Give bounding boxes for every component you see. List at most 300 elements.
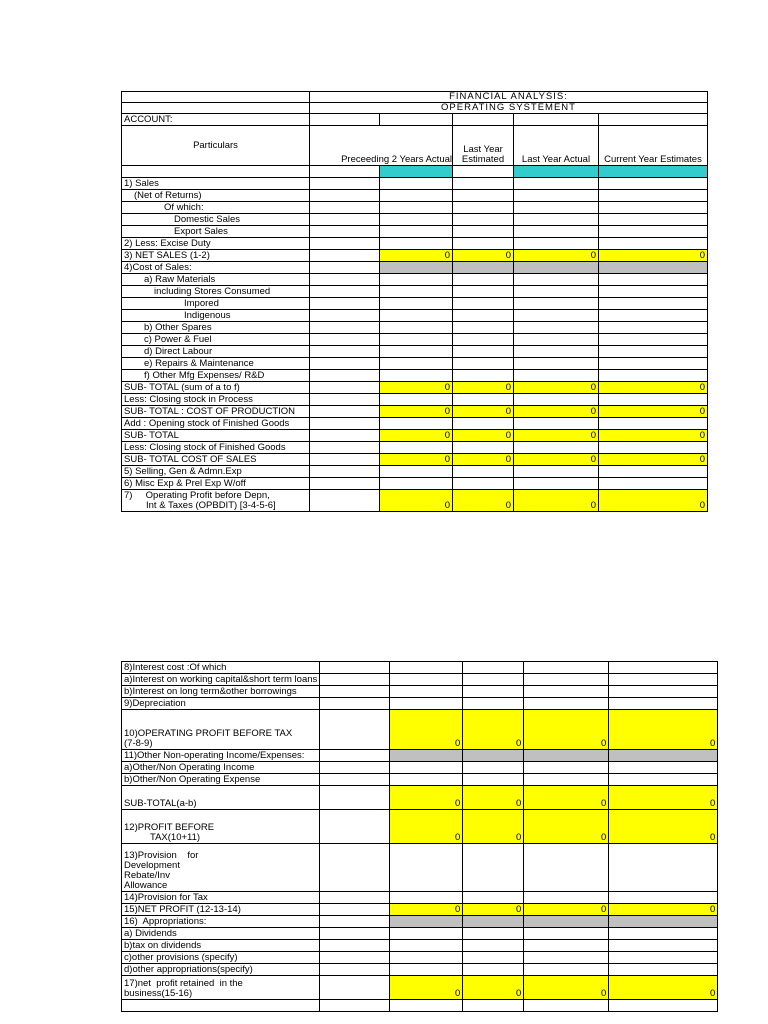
blank-cell[interactable] (310, 166, 380, 178)
value-cell[interactable] (463, 774, 524, 786)
value-cell[interactable]: 0 (599, 382, 708, 394)
value-cell[interactable] (514, 238, 599, 250)
blank-cell[interactable] (310, 238, 380, 250)
value-cell[interactable] (609, 1000, 718, 1012)
table-row (122, 952, 718, 964)
blank-cell[interactable] (320, 892, 390, 904)
value-cell[interactable] (453, 310, 514, 322)
value-cell[interactable] (524, 774, 609, 786)
blank-cell[interactable] (453, 114, 514, 126)
table-row (122, 904, 718, 916)
blank-cell[interactable] (320, 698, 390, 710)
value-cell[interactable]: 0 (609, 976, 718, 1000)
blank-cell[interactable] (320, 904, 390, 916)
value-cell[interactable] (390, 686, 463, 698)
blank-cell[interactable] (310, 310, 380, 322)
row-label-9-depreciation: 9)Depreciation (122, 698, 320, 710)
value-cell[interactable] (380, 238, 453, 250)
value-cell[interactable] (599, 238, 708, 250)
row-label-operating-profit: 7) Operating Profit before Depn, Int & Taxes (OPBDIT) [3-4-5-6] (122, 490, 310, 512)
table-row (122, 762, 718, 774)
value-cell[interactable] (599, 442, 708, 454)
col-current-year-header: Current Year Estimates (599, 126, 708, 166)
value-cell[interactable]: 0 (514, 382, 599, 394)
value-cell[interactable] (514, 442, 599, 454)
value-cell[interactable] (514, 262, 599, 274)
value-cell[interactable]: 0 (599, 250, 708, 262)
value-cell[interactable] (453, 418, 514, 430)
value-cell[interactable] (390, 928, 463, 940)
value-cell[interactable] (609, 916, 718, 928)
row-label-a-interest-on-working-capital-short-term: a)Interest on working capital&short term loans (122, 674, 320, 686)
value-cell[interactable]: 0 (609, 810, 718, 844)
value-cell[interactable] (453, 442, 514, 454)
row-label-5-selling-gen-admn-exp: 5) Selling, Gen & Admn.Exp (122, 466, 310, 478)
value-cell[interactable] (609, 892, 718, 904)
value-cell[interactable] (524, 1000, 609, 1012)
value-cell[interactable]: 0 (380, 430, 453, 442)
blank-cell[interactable] (320, 916, 390, 928)
title-row (122, 92, 708, 103)
value-cell[interactable] (599, 286, 708, 298)
value-cell[interactable] (514, 226, 599, 238)
table-row (122, 370, 708, 382)
value-cell[interactable] (453, 190, 514, 202)
blank-cell[interactable] (310, 442, 380, 454)
value-cell[interactable] (599, 322, 708, 334)
value-cell[interactable]: 0 (463, 904, 524, 916)
value-cell[interactable]: 0 (463, 710, 524, 750)
value-cell[interactable] (599, 178, 708, 190)
blank-cell[interactable] (320, 774, 390, 786)
blank-cell[interactable] (122, 166, 310, 178)
value-cell[interactable] (609, 774, 718, 786)
header-color-row (122, 166, 708, 178)
blank-cell[interactable] (514, 114, 599, 126)
value-cell[interactable]: 0 (380, 490, 453, 512)
teal-cell[interactable] (599, 166, 708, 178)
value-cell[interactable] (514, 418, 599, 430)
value-cell[interactable] (524, 844, 609, 892)
row-label-sub-total: SUB- TOTAL (122, 430, 310, 442)
value-cell[interactable] (524, 916, 609, 928)
value-cell[interactable]: 0 (453, 250, 514, 262)
column-header-row (122, 126, 708, 166)
value-cell[interactable]: 0 (390, 786, 463, 810)
value-cell[interactable] (463, 844, 524, 892)
blank-cell[interactable] (310, 466, 380, 478)
value-cell[interactable]: 0 (524, 710, 609, 750)
row-label-impored: Impored (122, 298, 310, 310)
value-cell[interactable] (380, 190, 453, 202)
row-label-e-repairs-maintenance: e) Repairs & Maintenance (122, 358, 310, 370)
teal-cell[interactable] (380, 166, 453, 178)
value-cell[interactable]: 0 (524, 786, 609, 810)
value-cell[interactable] (463, 916, 524, 928)
value-cell[interactable] (380, 202, 453, 214)
blank-cell[interactable] (310, 406, 380, 418)
blank-cell[interactable] (310, 298, 380, 310)
value-cell[interactable] (380, 286, 453, 298)
value-cell[interactable] (463, 952, 524, 964)
table-row (122, 430, 708, 442)
value-cell[interactable] (599, 298, 708, 310)
row-label-3-net-sales-1-2: 3) NET SALES (1-2) (122, 250, 310, 262)
blank-cell[interactable] (320, 844, 390, 892)
row-label-c-other-provisions-specify: c)other provisions (specify) (122, 952, 320, 964)
value-cell[interactable] (514, 214, 599, 226)
value-cell[interactable]: 0 (514, 454, 599, 466)
value-cell[interactable] (463, 698, 524, 710)
value-cell[interactable]: 0 (380, 406, 453, 418)
sheet-subtitle: OPERATING SYSTEMENT (310, 103, 708, 114)
value-cell[interactable] (390, 674, 463, 686)
value-cell[interactable]: 0 (453, 454, 514, 466)
value-cell[interactable]: 0 (463, 786, 524, 810)
blank-cell[interactable] (599, 114, 708, 126)
blank-cell[interactable] (310, 478, 380, 490)
table-row (122, 310, 708, 322)
blank-cell[interactable] (310, 334, 380, 346)
value-cell[interactable] (524, 662, 609, 674)
blank-cell[interactable] (310, 226, 380, 238)
value-cell[interactable] (463, 940, 524, 952)
value-cell[interactable] (599, 346, 708, 358)
value-cell[interactable] (390, 916, 463, 928)
value-cell[interactable]: 0 (514, 490, 599, 512)
value-cell[interactable]: 0 (380, 382, 453, 394)
value-cell[interactable] (453, 226, 514, 238)
blank-cell[interactable] (320, 928, 390, 940)
value-cell[interactable] (380, 478, 453, 490)
row-label-add-opening-stock-of-finished-goods: Add : Opening stock of Finished Goods (122, 418, 310, 430)
value-cell[interactable] (609, 964, 718, 976)
value-cell[interactable] (514, 178, 599, 190)
value-cell[interactable] (463, 750, 524, 762)
value-cell[interactable] (609, 762, 718, 774)
value-cell[interactable]: 0 (609, 904, 718, 916)
value-cell[interactable] (390, 774, 463, 786)
value-cell[interactable] (599, 310, 708, 322)
blank-cell[interactable] (310, 430, 380, 442)
value-cell[interactable] (599, 202, 708, 214)
blank-cell[interactable] (310, 214, 380, 226)
value-cell[interactable]: 0 (524, 904, 609, 916)
value-cell[interactable] (524, 928, 609, 940)
blank-cell[interactable] (310, 250, 380, 262)
operating-statement-table-top (121, 91, 708, 512)
value-cell[interactable] (453, 370, 514, 382)
table-row (122, 1000, 718, 1012)
value-cell[interactable] (380, 178, 453, 190)
value-cell[interactable] (390, 662, 463, 674)
col-last-year-actual-header: Last Year Actual (514, 126, 599, 166)
account-label: ACCOUNT: (122, 114, 310, 126)
table-row (122, 202, 708, 214)
value-cell[interactable]: 0 (599, 406, 708, 418)
value-cell[interactable] (463, 686, 524, 698)
value-cell[interactable] (524, 674, 609, 686)
table-row (122, 466, 708, 478)
value-cell[interactable] (453, 466, 514, 478)
value-cell[interactable]: 0 (599, 430, 708, 442)
value-cell[interactable] (453, 346, 514, 358)
value-cell[interactable] (380, 262, 453, 274)
blank-cell[interactable] (320, 976, 390, 1000)
value-cell[interactable]: 0 (463, 810, 524, 844)
value-cell[interactable] (514, 274, 599, 286)
blank-cell[interactable] (310, 490, 380, 512)
table-row (122, 916, 718, 928)
blank-cell[interactable] (310, 262, 380, 274)
value-cell[interactable] (524, 698, 609, 710)
value-cell[interactable] (453, 322, 514, 334)
value-cell[interactable] (514, 358, 599, 370)
value-cell[interactable] (609, 928, 718, 940)
table-row (122, 710, 718, 750)
blank-cell[interactable] (122, 1000, 320, 1012)
value-cell[interactable] (380, 346, 453, 358)
value-cell[interactable] (380, 466, 453, 478)
row-label-less-closing-stock-in-process: Less: Closing stock in Process (122, 394, 310, 406)
value-cell[interactable] (380, 310, 453, 322)
value-cell[interactable] (380, 358, 453, 370)
value-cell[interactable] (453, 274, 514, 286)
blank-cell[interactable] (122, 92, 310, 103)
row-label-a-other-non-operating-income: a)Other/Non Operating Income (122, 762, 320, 774)
value-cell[interactable] (463, 674, 524, 686)
value-cell[interactable] (599, 466, 708, 478)
value-cell[interactable] (453, 394, 514, 406)
value-cell[interactable] (453, 238, 514, 250)
value-cell[interactable] (390, 952, 463, 964)
row-label-2-less-excise-duty: 2) Less: Excise Duty (122, 238, 310, 250)
row-label-b-other-non-operating-expense: b)Other/Non Operating Expense (122, 774, 320, 786)
value-cell[interactable] (599, 274, 708, 286)
value-cell[interactable] (453, 202, 514, 214)
value-cell[interactable] (453, 334, 514, 346)
value-cell[interactable]: 0 (380, 250, 453, 262)
value-cell[interactable]: 0 (453, 430, 514, 442)
value-cell[interactable] (599, 478, 708, 490)
blank-cell[interactable] (122, 103, 310, 114)
value-cell[interactable] (514, 334, 599, 346)
blank-cell[interactable] (310, 358, 380, 370)
value-cell[interactable] (524, 892, 609, 904)
blank-cell[interactable] (310, 274, 380, 286)
value-cell[interactable] (524, 940, 609, 952)
particulars-header: Particulars (122, 126, 310, 166)
blank-cell[interactable] (310, 190, 380, 202)
blank-cell[interactable] (320, 662, 390, 674)
blank-cell[interactable] (453, 166, 514, 178)
value-cell[interactable]: 0 (390, 904, 463, 916)
value-cell[interactable] (453, 358, 514, 370)
value-cell[interactable] (599, 394, 708, 406)
blank-cell[interactable] (310, 418, 380, 430)
value-cell[interactable] (380, 334, 453, 346)
value-cell[interactable]: 0 (453, 382, 514, 394)
table-row (122, 786, 718, 810)
row-label-6-misc-exp-prel-exp-w-off: 6) Misc Exp & Prel Exp W/off (122, 478, 310, 490)
value-cell[interactable]: 0 (390, 710, 463, 750)
value-cell[interactable] (453, 298, 514, 310)
value-cell[interactable] (463, 1000, 524, 1012)
value-cell[interactable] (453, 178, 514, 190)
value-cell[interactable] (599, 358, 708, 370)
value-cell[interactable] (453, 478, 514, 490)
blank-cell[interactable] (320, 952, 390, 964)
teal-cell[interactable] (514, 166, 599, 178)
value-cell[interactable] (524, 964, 609, 976)
blank-cell[interactable] (310, 370, 380, 382)
row-label-d-direct-labour: d) Direct Labour (122, 346, 310, 358)
value-cell[interactable] (514, 322, 599, 334)
value-cell[interactable]: 0 (463, 976, 524, 1000)
value-cell[interactable] (514, 346, 599, 358)
value-cell[interactable] (609, 940, 718, 952)
row-label-including-stores-consumed: including Stores Consumed (122, 286, 310, 298)
blank-cell[interactable] (310, 454, 380, 466)
value-cell[interactable] (609, 844, 718, 892)
value-cell[interactable] (380, 214, 453, 226)
value-cell[interactable] (390, 698, 463, 710)
value-cell[interactable] (599, 370, 708, 382)
value-cell[interactable] (599, 334, 708, 346)
value-cell[interactable] (609, 662, 718, 674)
row-label-16-appropriations: 16) Appropriations: (122, 916, 320, 928)
blank-cell[interactable] (320, 964, 390, 976)
blank-cell[interactable] (320, 750, 390, 762)
value-cell[interactable] (390, 940, 463, 952)
value-cell[interactable] (524, 952, 609, 964)
value-cell[interactable] (514, 394, 599, 406)
value-cell[interactable] (514, 466, 599, 478)
blank-cell[interactable] (320, 674, 390, 686)
blank-cell[interactable] (320, 810, 390, 844)
blank-cell[interactable] (320, 1000, 390, 1012)
value-cell[interactable]: 0 (514, 430, 599, 442)
value-cell[interactable] (390, 964, 463, 976)
blank-cell[interactable] (320, 762, 390, 774)
value-cell[interactable]: 0 (609, 710, 718, 750)
row-label-12-profit-before: 12)PROFIT BEFORE TAX(10+11) (122, 810, 320, 844)
value-cell[interactable] (390, 844, 463, 892)
blank-cell[interactable] (380, 114, 453, 126)
blank-cell[interactable] (320, 940, 390, 952)
table-row (122, 298, 708, 310)
value-cell[interactable]: 0 (390, 810, 463, 844)
value-cell[interactable] (599, 226, 708, 238)
value-cell[interactable] (380, 394, 453, 406)
value-cell[interactable] (453, 214, 514, 226)
value-cell[interactable]: 0 (524, 976, 609, 1000)
value-cell[interactable] (609, 750, 718, 762)
value-cell[interactable] (390, 762, 463, 774)
value-cell[interactable]: 0 (599, 454, 708, 466)
table-row (122, 442, 708, 454)
value-cell[interactable]: 0 (609, 786, 718, 810)
row-label-b-tax-on-dividends: b)tax on dividends (122, 940, 320, 952)
table-row (122, 490, 708, 512)
value-cell[interactable] (514, 202, 599, 214)
value-cell[interactable]: 0 (514, 406, 599, 418)
value-cell[interactable]: 0 (599, 490, 708, 512)
value-cell[interactable] (524, 750, 609, 762)
blank-cell[interactable] (310, 394, 380, 406)
value-cell[interactable] (380, 370, 453, 382)
blank-cell[interactable] (320, 710, 390, 750)
value-cell[interactable] (514, 478, 599, 490)
value-cell[interactable] (524, 686, 609, 698)
blank-cell[interactable] (310, 178, 380, 190)
value-cell[interactable] (599, 214, 708, 226)
value-cell[interactable] (609, 952, 718, 964)
value-cell[interactable]: 0 (514, 250, 599, 262)
value-cell[interactable] (453, 262, 514, 274)
value-cell[interactable] (609, 674, 718, 686)
blank-cell[interactable] (320, 686, 390, 698)
blank-cell[interactable] (310, 322, 380, 334)
value-cell[interactable] (390, 1000, 463, 1012)
value-cell[interactable] (524, 762, 609, 774)
value-cell[interactable] (380, 442, 453, 454)
value-cell[interactable] (390, 892, 463, 904)
blank-cell[interactable] (310, 202, 380, 214)
value-cell[interactable] (514, 190, 599, 202)
value-cell[interactable] (463, 762, 524, 774)
value-cell[interactable] (380, 322, 453, 334)
value-cell[interactable] (380, 226, 453, 238)
value-cell[interactable] (599, 418, 708, 430)
value-cell[interactable] (599, 190, 708, 202)
value-cell[interactable] (463, 662, 524, 674)
value-cell[interactable] (463, 928, 524, 940)
value-cell[interactable]: 0 (380, 454, 453, 466)
value-cell[interactable] (380, 274, 453, 286)
blank-cell[interactable] (310, 286, 380, 298)
row-label-indigenous: Indigenous (122, 310, 310, 322)
value-cell[interactable]: 0 (453, 406, 514, 418)
blank-cell[interactable] (310, 346, 380, 358)
value-cell[interactable] (463, 892, 524, 904)
value-cell[interactable] (463, 964, 524, 976)
row-label-sub-total-cost-of-sales: SUB- TOTAL COST OF SALES (122, 454, 310, 466)
row-label-net-of-returns: (Net of Returns) (122, 190, 310, 202)
blank-cell[interactable] (320, 786, 390, 810)
value-cell[interactable] (380, 418, 453, 430)
blank-cell[interactable] (310, 382, 380, 394)
value-cell[interactable] (609, 686, 718, 698)
value-cell[interactable] (599, 262, 708, 274)
value-cell[interactable] (609, 698, 718, 710)
table-row (122, 940, 718, 952)
value-cell[interactable] (514, 370, 599, 382)
row-label-c-power-fuel: c) Power & Fuel (122, 334, 310, 346)
blank-cell[interactable] (310, 114, 380, 126)
value-cell[interactable] (380, 298, 453, 310)
value-cell[interactable] (514, 286, 599, 298)
value-cell[interactable] (514, 298, 599, 310)
value-cell[interactable]: 0 (390, 976, 463, 1000)
value-cell[interactable] (390, 750, 463, 762)
row-label-a-raw-materials: a) Raw Materials (122, 274, 310, 286)
value-cell[interactable]: 0 (453, 490, 514, 512)
row-label-sub-total-a-b: SUB-TOTAL(a-b) (122, 786, 320, 810)
value-cell[interactable]: 0 (524, 810, 609, 844)
value-cell[interactable] (453, 286, 514, 298)
value-cell[interactable] (514, 310, 599, 322)
